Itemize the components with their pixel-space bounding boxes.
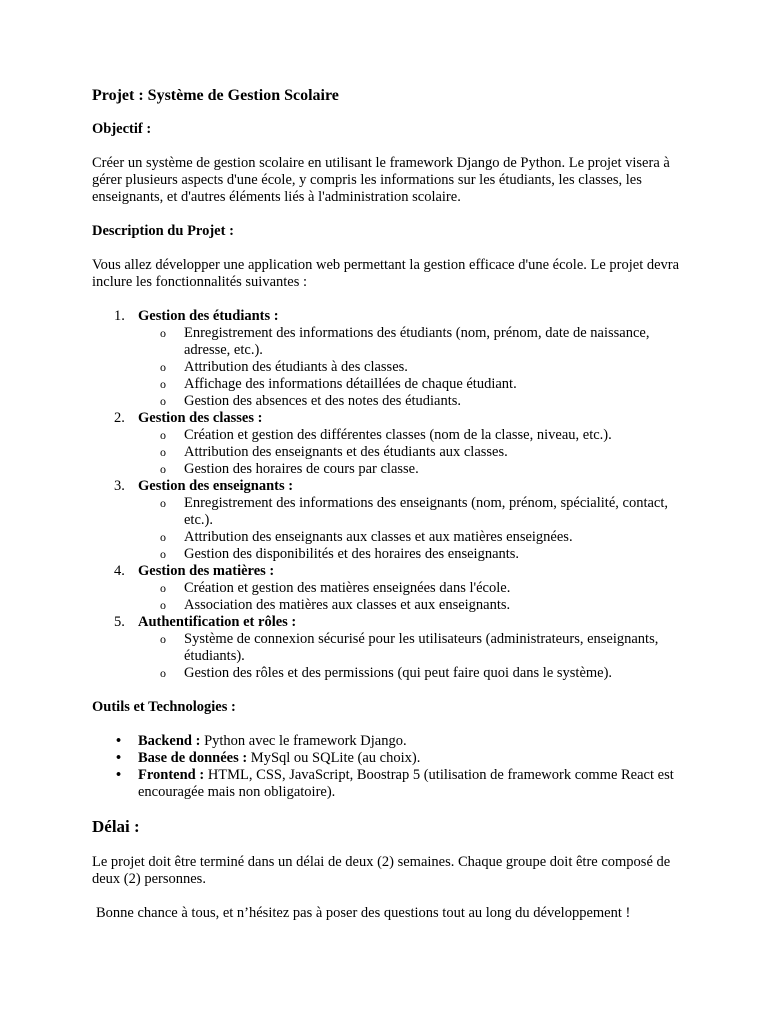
feature-number: 3.: [114, 478, 125, 494]
tool-label: Frontend :: [138, 767, 205, 783]
feature-subitem: o Affichage des informations détaillées de chaque étudiant.: [138, 376, 692, 393]
objective-heading: Objectif :: [92, 121, 152, 137]
feature-subitem: o Attribution des enseignants aux classes et aux matières enseignées.: [138, 529, 692, 546]
tools-heading: Outils et Technologies :: [92, 699, 236, 715]
feature-subitem: o Attribution des étudiants à des classes.: [138, 359, 692, 376]
deadline-text: Le projet doit être terminé dans un délai de deux (2) semaines. Chaque groupe doit être composé de deux (2) personnes.: [92, 854, 671, 887]
tool-item: [92, 750, 692, 767]
feature-item: [92, 614, 692, 682]
feature-item: [92, 410, 692, 478]
objective-text: Créer un système de gestion scolaire en utilisant le framework Django de Python. Le projet visera à gérer plusieurs aspects d'une école, y compris les informations sur les étudiants, les classes, les enseignants, et d'autres éléments liés à l'administration scolaire.: [92, 155, 670, 205]
tool-label: Base de données :: [138, 750, 248, 766]
tool-label: Backend :: [138, 733, 201, 749]
tool-item: [92, 767, 692, 801]
feature-subitem: o Création et gestion des différentes classes (nom de la classe, niveau, etc.).: [138, 427, 692, 444]
document-title: Projet : Système de Gestion Scolaire: [92, 87, 339, 104]
tools-list: [92, 733, 692, 801]
deadline-heading: Délai :: [92, 817, 140, 836]
feature-label: Gestion des enseignants :: [138, 478, 294, 494]
feature-subitem: o Association des matières aux classes et aux enseignants.: [138, 597, 692, 614]
feature-item: [92, 308, 692, 410]
feature-number: 2.: [114, 410, 125, 426]
feature-subitem: o Enregistrement des informations des étudiants (nom, prénom, date de naissance, adresse, etc.).: [138, 325, 692, 359]
feature-sublist: [138, 631, 692, 682]
tool-text: Python avec le framework Django.: [200, 733, 407, 749]
feature-subitem: o Attribution des enseignants et des étudiants aux classes.: [138, 444, 692, 461]
tool-text: MySql ou SQLite (au choix).: [247, 750, 421, 766]
tool-text: HTML, CSS, JavaScript, Boostrap 5 (utilisation de framework comme React est encouragée mais non obligatoire).: [138, 767, 674, 800]
feature-subitem: o Gestion des disponibilités et des horaires des enseignants.: [138, 546, 692, 563]
description-heading: Description du Projet :: [92, 223, 234, 239]
feature-subitem: o Gestion des absences et des notes des étudiants.: [138, 393, 692, 410]
feature-subitem: o Gestion des horaires de cours par classe.: [138, 461, 692, 478]
feature-sublist: [138, 580, 692, 614]
feature-subitem: o Enregistrement des informations des enseignants (nom, prénom, spécialité, contact, etc.).: [138, 495, 692, 529]
feature-label: Authentification et rôles :: [138, 614, 297, 630]
feature-number: 4.: [114, 563, 125, 579]
tool-item: [92, 733, 692, 750]
description-text: Vous allez développer une application web permettant la gestion efficace d'une école. Le projet devra inclure les fonctionnalités suivantes :: [92, 257, 680, 290]
feature-number: 1.: [114, 308, 125, 324]
feature-subitem: o Gestion des rôles et des permissions (qui peut faire quoi dans le système).: [138, 665, 692, 682]
document-page: [92, 86, 692, 922]
feature-label: Gestion des classes :: [138, 410, 263, 426]
feature-item: [92, 478, 692, 563]
feature-label: Gestion des matières :: [138, 563, 275, 579]
closing-text: Bonne chance à tous, et n’hésitez pas à poser des questions tout au long du développement !: [96, 905, 631, 921]
feature-sublist: [138, 325, 692, 410]
feature-sublist: [138, 427, 692, 478]
feature-sublist: [138, 495, 692, 563]
feature-item: [92, 563, 692, 614]
feature-subitem: o Création et gestion des matières enseignées dans l'école.: [138, 580, 692, 597]
feature-number: 5.: [114, 614, 125, 630]
features-list: [92, 308, 692, 682]
feature-label: Gestion des étudiants :: [138, 308, 279, 324]
feature-subitem: o Système de connexion sécurisé pour les utilisateurs (administrateurs, enseignants, étudiants).: [138, 631, 692, 665]
